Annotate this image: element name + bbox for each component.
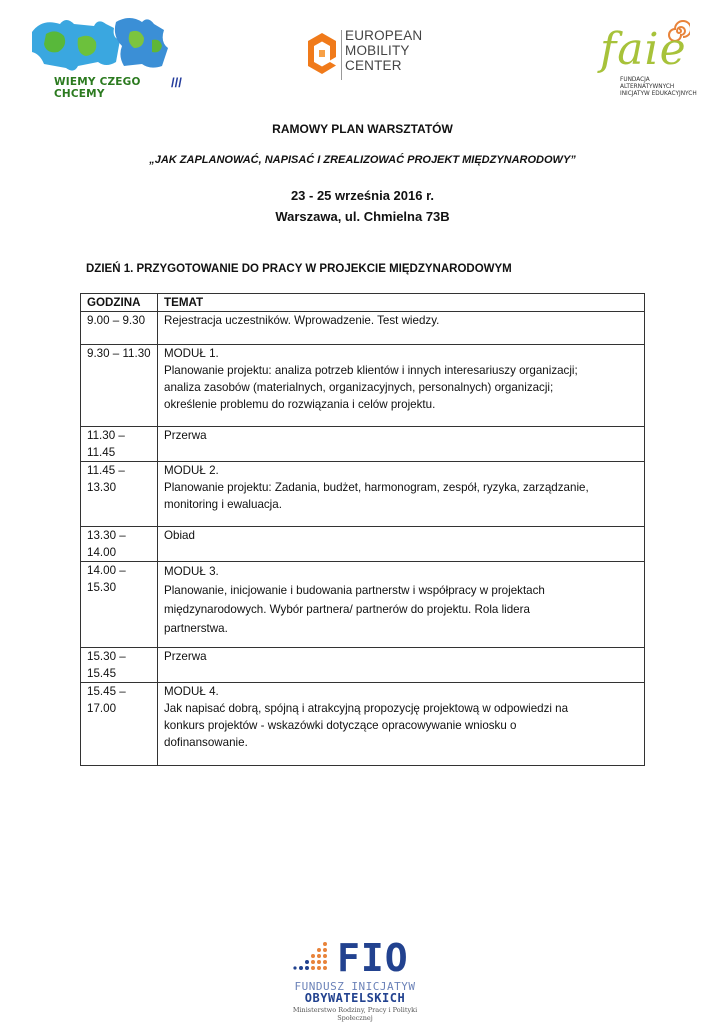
row-topic: MODUŁ 2. Planowanie projektu: Zadania, budżet, harmonogram, zespół, ryzyka, zarządzanie, monitoring i ewaluacja. (158, 462, 645, 527)
row-time: 11.45 – 13.30 (81, 462, 158, 527)
row-time: 13.30 – 14.00 (81, 527, 158, 562)
fio-logo-line-1: FUNDUSZ INICJATYW (294, 980, 416, 993)
emc-divider (341, 30, 342, 80)
fio-logo-line-2: OBYWATELSKICH (304, 991, 406, 1005)
row-time: 14.00 – 15.30 (81, 562, 158, 648)
column-header-time: GODZINA (81, 294, 158, 312)
european-mobility-center-logo (305, 28, 425, 84)
fio-dots-icon (291, 940, 331, 974)
row-topic: MODUŁ 1. Planowanie projektu: analiza potrzeb klientów i innych interesariuszy organizacji; analiza zasobów (materialnych, organizacyjnych, personalnych) organizacji; określenie problemu do rozwiązania i celów projektu. (158, 345, 645, 427)
faie-sub-line-1: FUNDACJA ALTERNATYWNYCH (620, 77, 675, 90)
faie-logo (592, 16, 702, 96)
event-place: Warszawa, ul. Chmielna 73B (275, 209, 450, 224)
puzzle-logo-bars: /// (171, 75, 182, 90)
row-topic: Obiad (158, 527, 645, 562)
fio-logo (285, 936, 425, 1022)
row-topic: MODUŁ 4. Jak napisać dobrą, spójną i atrakcyjną propozycję projektową w odpowiedzi na konkurs projektów - wskazówki dotyczące opracowywanie wniosku o dofinansowanie. (158, 683, 645, 766)
emc-line-3: CENTER (345, 58, 402, 73)
row-time: 15.45 – 17.00 (81, 683, 158, 766)
faie-logo-subtitle (620, 77, 702, 98)
schedule-table (80, 293, 645, 766)
row-topic: Przerwa (158, 427, 645, 462)
emc-line-2: MOBILITY (345, 43, 410, 58)
puzzle-logo-text: WIEMY CZEGO CHCEMY (54, 76, 141, 100)
table-row (81, 312, 645, 345)
table-row (81, 427, 645, 462)
document-title: RAMOWY PLAN WARSZTATÓW (272, 122, 453, 136)
row-time: 15.30 – 15.45 (81, 648, 158, 683)
table-row (81, 462, 645, 527)
day-heading: DZIEŃ 1. PRZYGOTOWANIE DO PRACY W PROJEKCIE MIĘDZYNARODOWYM (86, 263, 512, 275)
document-subtitle: „JAK ZAPLANOWAĆ, NAPISAĆ I ZREALIZOWAĆ PROJEKT MIĘDZYNARODOWY” (149, 154, 576, 166)
event-date: 23 - 25 września 2016 r. (290, 188, 435, 203)
table-row (81, 345, 645, 427)
row-time: 11.30 – 11.45 (81, 427, 158, 462)
faie-sub-line-2: INICJATYW EDUKACYJNYCH (620, 91, 697, 97)
puzzle-globe-icon (26, 14, 174, 78)
table-row (81, 527, 645, 562)
row-topic: Przerwa (158, 648, 645, 683)
row-topic: MODUŁ 3. Planowanie, inicjowanie i budowania partnerstw i współpracy w projektach międzynarodowych. Wybór partnera/ partnerów do projektu. Rola lidera partnerstwa. (158, 562, 645, 648)
column-header-topic: TEMAT (158, 294, 645, 312)
table-row (81, 648, 645, 683)
row-time: 9.00 – 9.30 (81, 312, 158, 345)
table-row (81, 683, 645, 766)
row-topic: Rejestracja uczestników. Wprowadzenie. Test wiedzy. (158, 312, 645, 345)
row-time: 9.30 – 11.30 (81, 345, 158, 427)
fio-logo-word: FIO (337, 936, 409, 980)
fio-logo-ministry: Ministerstwo Rodziny, Pracy i Polityki Społecznej (292, 1006, 418, 1022)
emc-hexagon-icon (305, 30, 339, 78)
emc-line-1: EUROPEAN (345, 28, 423, 43)
emc-logo-text (345, 28, 422, 73)
table-row (81, 562, 645, 648)
wiemy-czego-chcemy-logo (26, 14, 182, 100)
table-header-row (81, 294, 645, 312)
faie-logo-word: faie (600, 24, 687, 75)
